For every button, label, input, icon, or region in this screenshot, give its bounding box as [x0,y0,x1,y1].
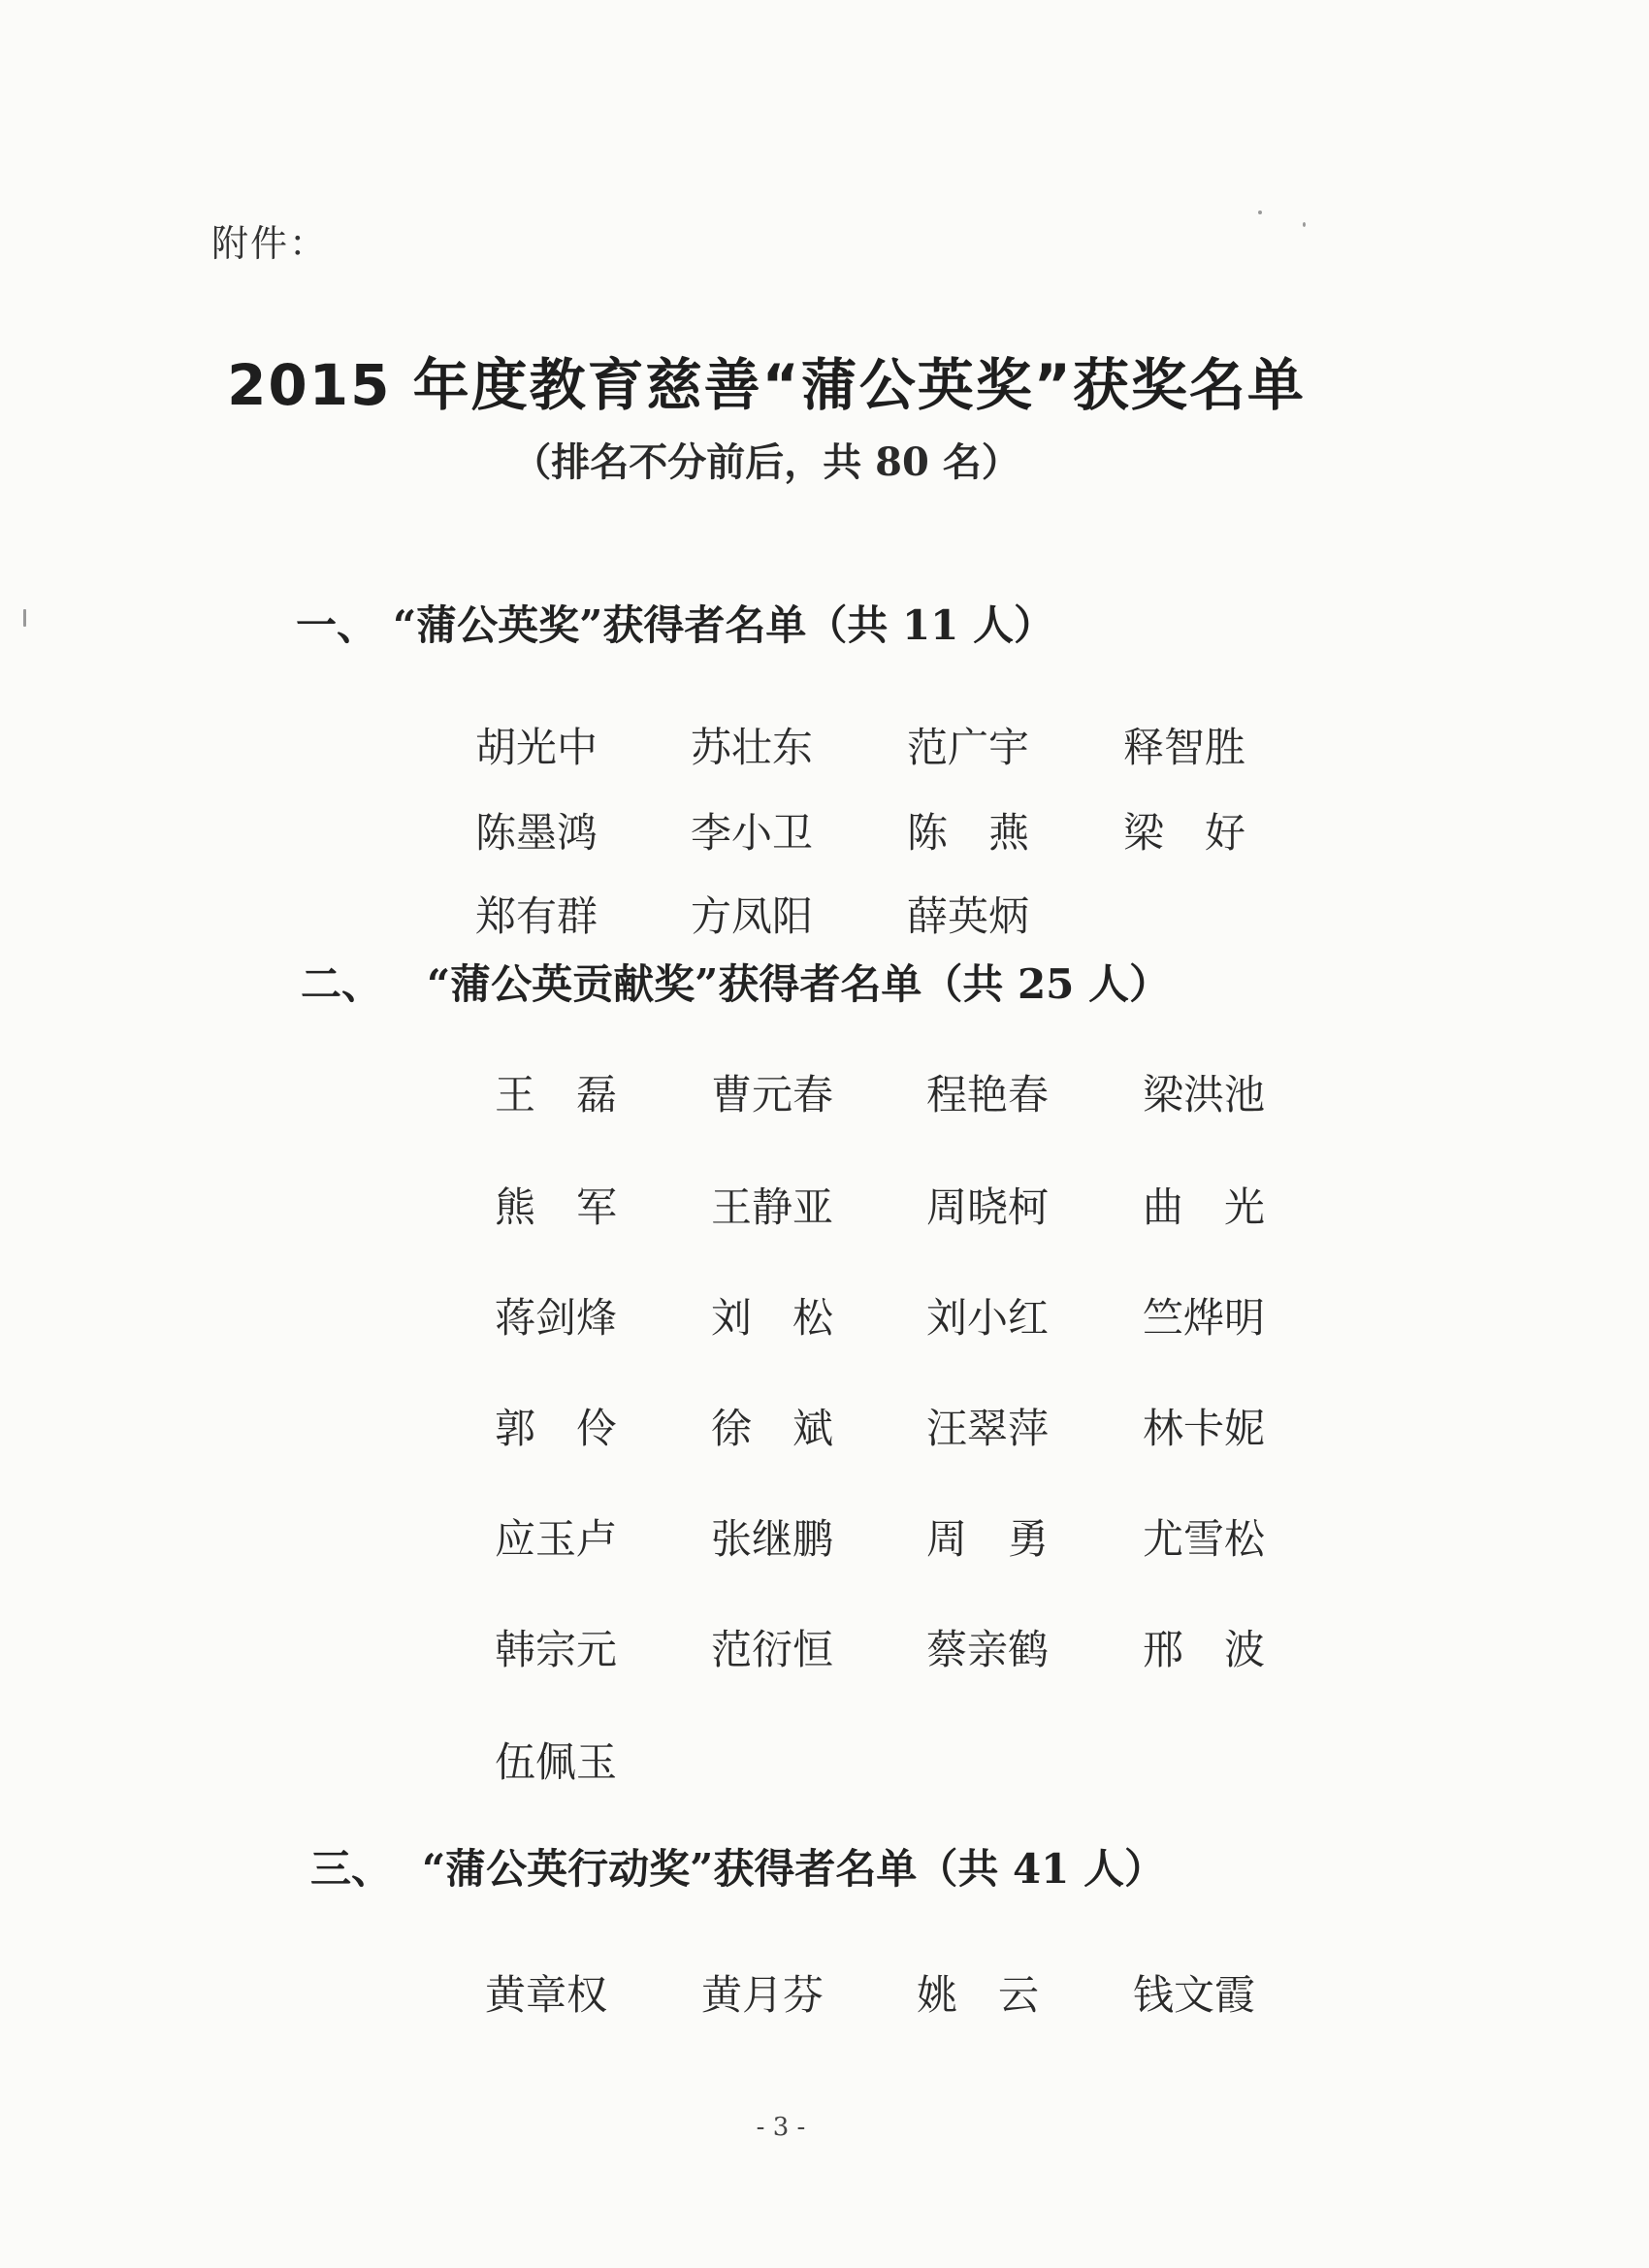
name-cell: 范衍恒 [711,1626,834,1673]
scan-speck [23,609,26,627]
name-cell: 姚 云 [917,1971,1040,2019]
name-cell: 苏壮东 [691,724,814,771]
name-cell: 竺烨明 [1143,1294,1266,1342]
name-cell: 陈墨鸿 [475,809,598,857]
name-cell: 伍佩玉 [495,1738,618,1786]
document-subtitle: （排名不分前后，共 80 名） [512,439,1020,485]
name-cell: 周晓柯 [926,1183,1050,1231]
attachment-label: 附件： [211,222,329,265]
section-3-title: “蒲公英行动奖”获得者名单（共 41 人） [422,1845,1166,1893]
name-cell: 尤雪松 [1143,1515,1266,1563]
name-cell: 刘小红 [926,1294,1050,1342]
section-2-number: 二、 [301,960,383,1008]
section-1-title: “蒲公英奖”获得者名单（共 11 人） [393,601,1055,649]
name-cell: 薛英炳 [907,892,1030,940]
name-cell: 韩宗元 [495,1626,618,1673]
name-cell: 刘 松 [711,1294,834,1342]
scan-speck [1258,211,1262,214]
name-cell: 胡光中 [475,724,598,771]
name-cell: 梁洪池 [1143,1071,1266,1118]
section-2-title: “蒲公英贡献奖”获得者名单（共 25 人） [427,960,1171,1008]
name-cell: 王静亚 [711,1183,834,1231]
name-cell: 林卡妮 [1143,1405,1266,1452]
name-cell: 郑有群 [475,892,598,940]
name-cell: 蒋剑烽 [495,1294,618,1342]
name-cell: 熊 军 [495,1183,618,1231]
section-1-number: 一、 [296,601,378,649]
scan-speck [1303,222,1306,227]
document-title: 2015 年度教育慈善“蒲公英奖”获奖名单 [227,352,1306,418]
name-cell: 梁 好 [1123,809,1246,857]
name-cell: 方凤阳 [691,892,814,940]
section-2-heading [301,953,1170,1011]
name-cell: 周 勇 [926,1515,1050,1563]
name-cell: 邢 波 [1143,1626,1266,1673]
name-cell: 王 磊 [495,1071,618,1118]
name-cell: 陈 燕 [907,809,1030,857]
name-cell: 蔡亲鹤 [926,1626,1050,1673]
name-cell: 李小卫 [691,809,814,857]
section-3-number: 三、 [310,1845,393,1893]
name-cell: 黄月芬 [701,1971,824,2019]
name-cell: 钱文霞 [1133,1971,1256,2019]
name-cell: 程艳春 [926,1071,1050,1118]
section-1-heading [296,594,1054,652]
name-cell: 范广宇 [907,724,1030,771]
name-cell: 郭 伶 [495,1405,618,1452]
name-cell: 释智胜 [1123,724,1246,771]
name-cell: 徐 斌 [711,1405,834,1452]
name-cell: 汪翠萍 [926,1405,1050,1452]
name-cell: 应玉卢 [495,1515,618,1563]
name-cell: 曲 光 [1143,1183,1266,1231]
page-number: - 3 - [756,2113,806,2142]
name-cell: 黄章权 [485,1971,608,2019]
name-cell: 曹元春 [711,1071,834,1118]
name-cell: 张继鹏 [711,1515,834,1563]
section-3-heading [310,1837,1165,1895]
